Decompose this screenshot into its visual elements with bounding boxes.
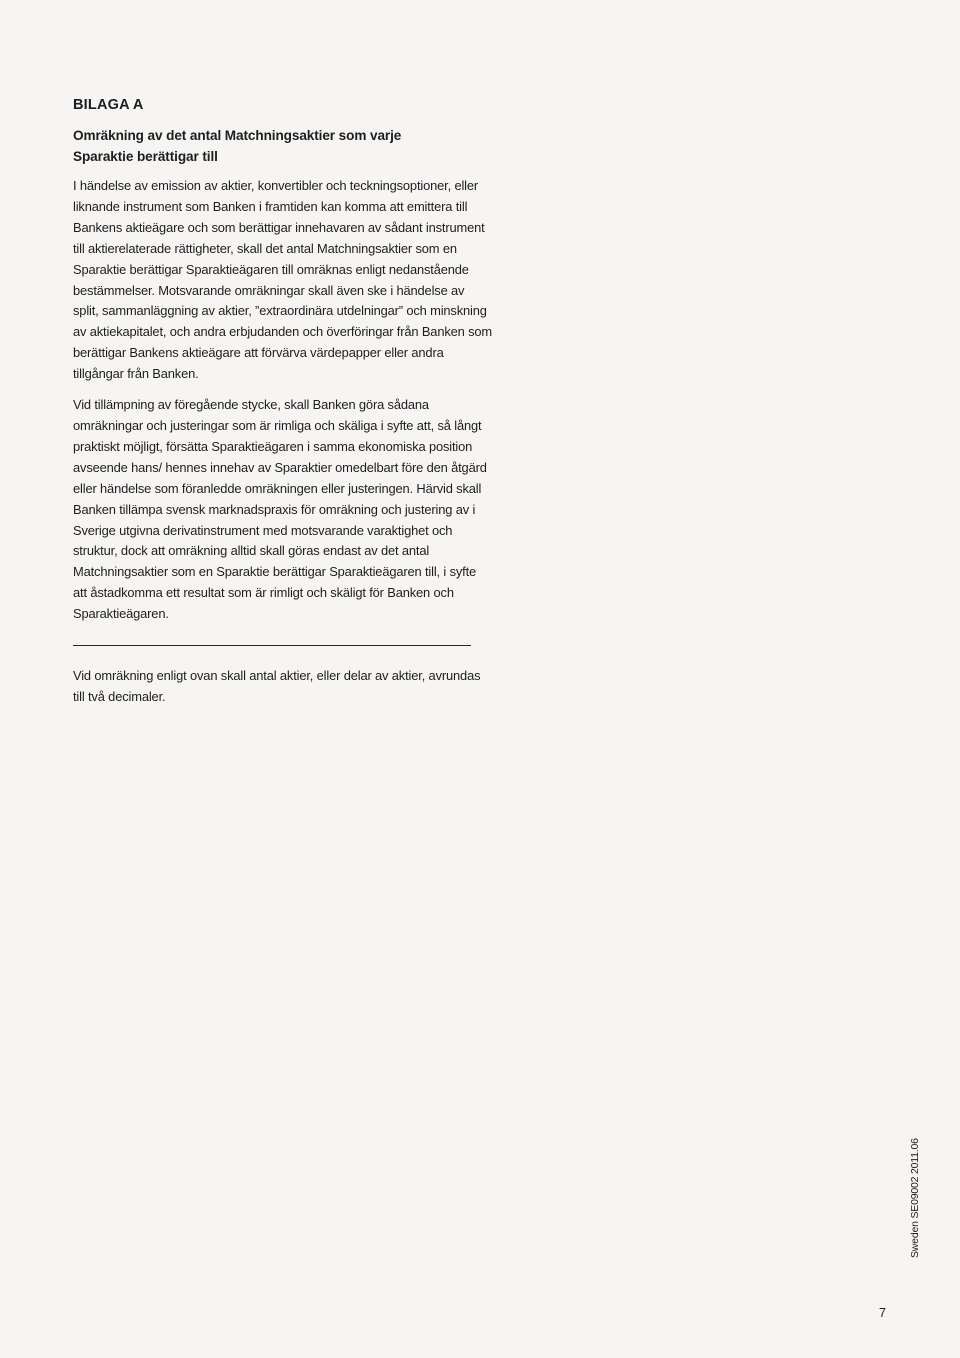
document-code-text: Sweden SE09002 2011.06 xyxy=(909,1138,921,1258)
document-code xyxy=(895,1140,935,1258)
appendix-label: BILAGA A xyxy=(73,97,144,113)
horizontal-divider xyxy=(73,645,471,646)
section-heading-line-1: Omräkning av det antal Matchningsaktier som varje xyxy=(73,128,402,143)
section-heading-line-2: Sparaktie berättigar till xyxy=(73,148,218,164)
paragraph-adjustments: Vid tillämpning av föregående stycke, skall Banken göra sådana omräkningar och justeringar som är rimliga och skäliga i syfte att, så långt praktiskt möjligt, försätta Sparaktieägaren i samma ekonomiska position avseende hans/ hennes innehav av Sparaktier omedelbart före den åtgärd eller händelse som föranledde omräkningen eller justeringen. Härvid skall Banken tillämpa svensk marknadspraxis för omräkning och justering av i Sverige utgivna derivatinstrument med motsvarande varaktighet och struktur, dock att omräkning alltid skall göras endast av det antal Matchningsaktier som en Sparaktie berättigar Sparaktieägaren till, i syfte att åstadkomma ett resultat som är rimligt och skäligt för Banken och Sparaktieägaren. xyxy=(73,397,487,622)
paragraph-rounding: Vid omräkning enligt ovan skall antal aktier, eller delar av aktier, avrundas till två decimaler. xyxy=(73,668,481,704)
page-number: 7 xyxy=(879,1306,886,1320)
section-heading xyxy=(73,126,493,167)
document-body xyxy=(73,95,493,718)
paragraph-emission: I händelse av emission av aktier, konvertibler och teckningsoptioner, eller liknande instrument som Banken i framtiden kan komma att emittera till Bankens aktieägare och som berättigar innehavaren av sådant instrument till aktierelaterade rättigheter, skall det antal Matchningsaktier som en Sparaktie berättigar Sparaktieägaren till omräknas enligt nedanstående bestämmelser. Motsvarande omräkningar skall även ske i händelse av split, sammanläggning av aktier, ”extraordinära utdelningar” och minskning av aktiekapitalet, och andra erbjudanden och överföringar från Banken som berättigar Bankens aktieägare att förvärva värdepapper eller andra tillgångar från Banken. xyxy=(73,178,493,382)
